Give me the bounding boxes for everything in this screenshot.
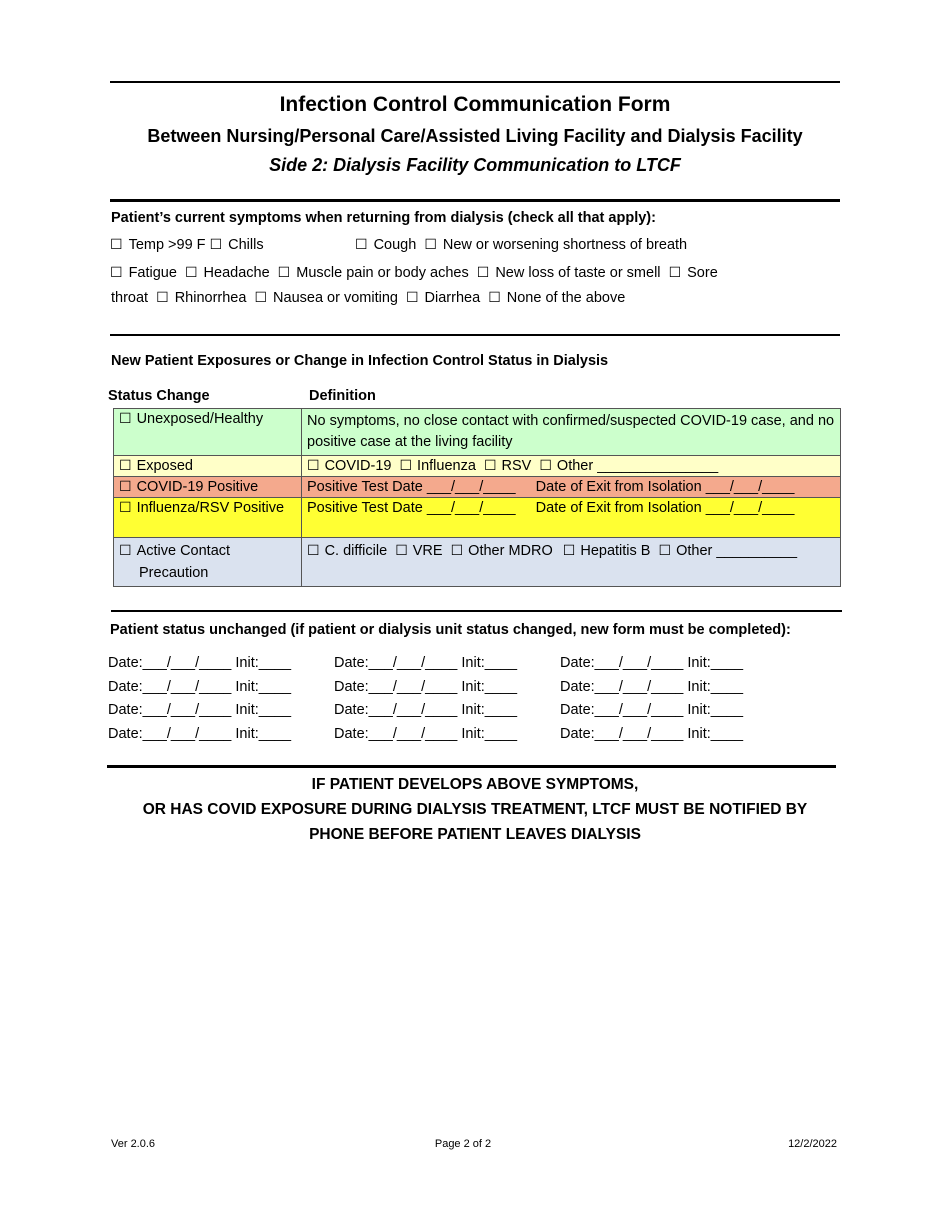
symptoms-row-2 bbox=[110, 265, 718, 281]
none-checkbox[interactable]: ☐ bbox=[488, 290, 501, 306]
temp-label: Temp >99 F bbox=[128, 237, 206, 253]
contact-definition bbox=[302, 538, 841, 587]
top-rule bbox=[110, 81, 840, 83]
date-init-field[interactable]: Date:___/___/____ Init:____ bbox=[108, 702, 292, 718]
exp-covid-checkbox[interactable]: ☐ bbox=[307, 458, 320, 474]
status-cell-unexposed bbox=[114, 409, 302, 456]
muscle-checkbox[interactable]: ☐ bbox=[277, 265, 291, 281]
none-label: None of the above bbox=[506, 290, 626, 306]
vre-checkbox[interactable]: ☐ bbox=[395, 543, 408, 559]
definition-column-header: Definition bbox=[309, 388, 376, 404]
status-row-covid-positive bbox=[114, 477, 841, 498]
diarrhea-checkbox[interactable]: ☐ bbox=[405, 290, 419, 306]
date-init-field[interactable]: Date:___/___/____ Init:____ bbox=[108, 725, 292, 742]
breath-checkbox[interactable]: ☐ bbox=[424, 237, 437, 253]
chills-label: Chills bbox=[228, 237, 264, 253]
muscle-label: Muscle pain or body aches bbox=[296, 265, 469, 281]
temp-checkbox[interactable]: ☐ bbox=[110, 237, 123, 253]
symptoms-heading: Patient’s current symptoms when returning from dialysis (check all that apply): bbox=[111, 210, 656, 226]
exp-other-label: Other _______________ bbox=[556, 458, 719, 474]
mdro-label: Other MDRO bbox=[468, 543, 553, 559]
status-cell-contact bbox=[114, 538, 302, 587]
exp-rsv-checkbox[interactable]: ☐ bbox=[483, 458, 497, 474]
contact-label-2: Precaution bbox=[139, 565, 209, 581]
symptoms-row-1 bbox=[110, 237, 264, 253]
chills-checkbox[interactable]: ☐ bbox=[209, 237, 223, 253]
nausea-checkbox[interactable]: ☐ bbox=[254, 290, 268, 306]
rhinorrhea-label: Rhinorrhea bbox=[174, 290, 247, 306]
footer-page: Page 2 of 2 bbox=[434, 1138, 492, 1150]
breath-label: New or worsening shortness of breath bbox=[442, 237, 688, 253]
date-init-field[interactable]: Date:___/___/____ Init:____ bbox=[560, 678, 744, 695]
sore-throat-checkbox[interactable]: ☐ bbox=[668, 265, 682, 281]
covid-positive-checkbox[interactable]: ☐ bbox=[119, 479, 132, 495]
symptoms-bottom-rule bbox=[110, 334, 840, 336]
status-row-exposed bbox=[114, 456, 841, 477]
date-init-field[interactable]: Date:___/___/____ Init:____ bbox=[334, 702, 518, 718]
nausea-label: Nausea or vomiting bbox=[273, 290, 398, 306]
unchanged-heading: Patient status unchanged (if patient or dialysis unit status changed, new form must be completed): bbox=[110, 622, 791, 638]
covid-positive-definition: Positive Test Date ___/___/____ Date of Exit from Isolation ___/___/____ bbox=[302, 477, 841, 498]
form-title: Infection Control Communication Form bbox=[279, 93, 671, 116]
flu-positive-checkbox[interactable]: ☐ bbox=[119, 500, 132, 516]
vre-label: VRE bbox=[412, 543, 443, 559]
date-row bbox=[108, 702, 786, 726]
headache-label: Headache bbox=[203, 265, 270, 281]
unexposed-definition: No symptoms, no close contact with confirmed/suspected COVID-19 case, and no positive case at the living facility bbox=[302, 409, 841, 456]
exposed-checkbox[interactable]: ☐ bbox=[119, 458, 132, 474]
status-row-contact bbox=[114, 538, 841, 587]
footer-date: 12/2/2022 bbox=[788, 1138, 837, 1150]
exp-other-checkbox[interactable]: ☐ bbox=[539, 458, 552, 474]
notice-line-1: IF PATIENT DEVELOPS ABOVE SYMPTOMS, bbox=[311, 776, 639, 793]
hepb-label: Hepatitis B bbox=[580, 543, 651, 559]
cd-label: C. difficile bbox=[324, 543, 388, 559]
throat-label: throat bbox=[111, 290, 149, 306]
exposed-label: Exposed bbox=[136, 458, 193, 474]
symptoms-row-3 bbox=[111, 290, 625, 306]
form-subtitle: Between Nursing/Personal Care/Assisted Living Facility and Dialysis Facility bbox=[147, 126, 803, 146]
exposures-heading: New Patient Exposures or Change in Infection Control Status in Dialysis bbox=[111, 353, 609, 369]
date-init-field[interactable]: Date:___/___/____ Init:____ bbox=[334, 655, 518, 671]
symptoms-row-1b bbox=[355, 237, 687, 253]
status-cell-covid-positive bbox=[114, 477, 302, 498]
sore-label: Sore bbox=[687, 265, 718, 281]
taste-checkbox[interactable]: ☐ bbox=[476, 265, 490, 281]
notice-line-3: PHONE BEFORE PATIENT LEAVES DIALYSIS bbox=[309, 826, 641, 843]
unexposed-checkbox[interactable]: ☐ bbox=[119, 411, 132, 427]
rhinorrhea-checkbox[interactable]: ☐ bbox=[156, 290, 169, 306]
cough-label: Cough bbox=[373, 237, 417, 253]
unchanged-date-grid bbox=[108, 655, 786, 749]
date-init-field[interactable]: Date:___/___/____ Init:____ bbox=[560, 725, 744, 742]
hepb-checkbox[interactable]: ☐ bbox=[562, 543, 576, 559]
footer-version: Ver 2.0.6 bbox=[111, 1138, 156, 1150]
date-init-field[interactable]: Date:___/___/____ Init:____ bbox=[108, 655, 292, 671]
date-row bbox=[108, 679, 786, 703]
taste-label: New loss of taste or smell bbox=[495, 265, 661, 281]
fatigue-label: Fatigue bbox=[128, 265, 177, 281]
date-init-field[interactable]: Date:___/___/____ Init:____ bbox=[108, 678, 292, 695]
dates-bottom-rule bbox=[107, 765, 836, 768]
contact-checkbox[interactable]: ☐ bbox=[119, 543, 132, 559]
covid-positive-label: COVID-19 Positive bbox=[136, 479, 259, 495]
status-row-flu-positive bbox=[114, 498, 841, 538]
date-init-field[interactable]: Date:___/___/____ Init:____ bbox=[334, 725, 518, 742]
date-init-field[interactable]: Date:___/___/____ Init:____ bbox=[560, 702, 744, 718]
status-table bbox=[113, 408, 841, 587]
status-cell-exposed bbox=[114, 456, 302, 477]
contact-other-label: Other __________ bbox=[676, 543, 798, 559]
cough-checkbox[interactable]: ☐ bbox=[355, 237, 368, 253]
exp-flu-label: Influenza bbox=[417, 458, 476, 474]
status-change-column-header: Status Change bbox=[108, 388, 210, 404]
headache-checkbox[interactable]: ☐ bbox=[184, 265, 198, 281]
exp-covid-label: COVID-19 bbox=[324, 458, 392, 474]
form-side-title: Side 2: Dialysis Facility Communication to LTCF bbox=[269, 155, 681, 175]
date-row bbox=[108, 726, 786, 750]
status-row-unexposed bbox=[114, 409, 841, 456]
exp-flu-checkbox[interactable]: ☐ bbox=[399, 458, 413, 474]
fatigue-checkbox[interactable]: ☐ bbox=[110, 265, 123, 281]
cd-checkbox[interactable]: ☐ bbox=[307, 543, 320, 559]
mdro-checkbox[interactable]: ☐ bbox=[450, 543, 464, 559]
table-bottom-rule bbox=[111, 610, 842, 612]
date-init-field[interactable]: Date:___/___/____ Init:____ bbox=[334, 678, 518, 695]
unexposed-label: Unexposed/Healthy bbox=[136, 411, 264, 427]
date-init-field[interactable]: Date:___/___/____ Init:____ bbox=[560, 655, 744, 671]
diarrhea-label: Diarrhea bbox=[424, 290, 481, 306]
contact-other-checkbox[interactable]: ☐ bbox=[658, 543, 672, 559]
flu-positive-label: Influenza/RSV Positive bbox=[136, 500, 285, 516]
header-bottom-rule bbox=[110, 199, 840, 202]
exp-rsv-label: RSV bbox=[501, 458, 532, 474]
date-row bbox=[108, 655, 786, 679]
notice-line-2: OR HAS COVID EXPOSURE DURING DIALYSIS TREATMENT, LTCF MUST BE NOTIFIED BY bbox=[142, 801, 808, 818]
status-cell-flu-positive bbox=[114, 498, 302, 538]
exposed-definition bbox=[302, 456, 841, 477]
contact-label-1: Active Contact bbox=[136, 543, 231, 559]
flu-positive-definition: Positive Test Date ___/___/____ Date of Exit from Isolation ___/___/____ bbox=[302, 498, 841, 538]
